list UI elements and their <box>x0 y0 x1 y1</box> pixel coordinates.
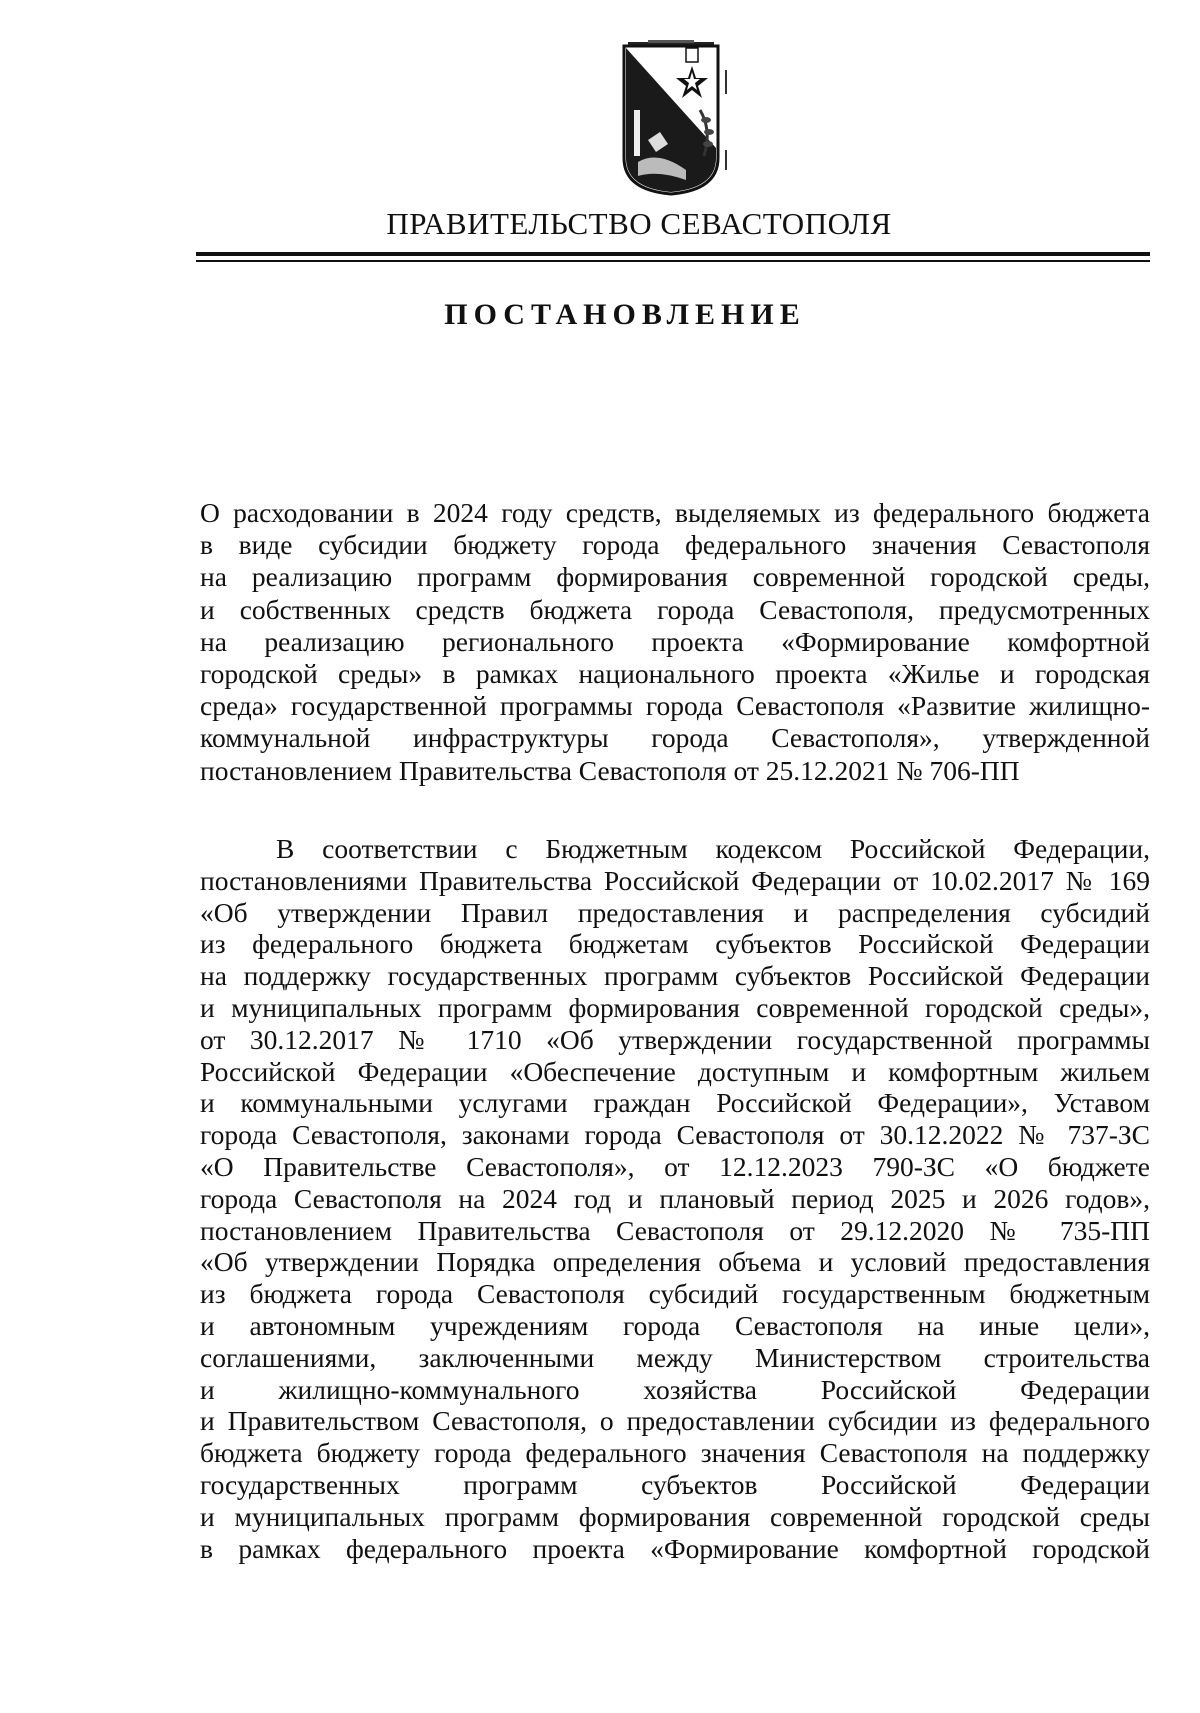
body-line: на поддержку государственных программ субъектов Российской Федерации <box>200 960 1150 992</box>
body-line: и муниципальных программ формирования современной городской среды <box>200 1500 1150 1532</box>
body-line: «Об утверждении Правил предоставления и распределения субсидий <box>200 896 1150 928</box>
body-line: города Севастополя на 2024 год и плановый период 2025 и 2026 годов», <box>200 1182 1150 1214</box>
document-type-title: ПОСТАНОВЛЕНИЕ <box>444 298 806 331</box>
body-line: бюджета бюджету города федерального значения Севастополя на поддержку <box>200 1437 1150 1469</box>
body-line: постановлениями Правительства Российской Федерации от 10.02.2017 № 169 <box>200 864 1150 896</box>
body-line: и автономным учреждениям города Севастополя на иные цели», <box>200 1309 1150 1341</box>
body-line: из федерального бюджета бюджетам субъектов Российской Федерации <box>200 928 1150 960</box>
body-line: В соответствии с Бюджетным кодексом Российской Федерации, <box>276 833 1150 864</box>
body-line: города Севастополя, законами города Севастополя от 30.12.2022 № 737-ЗС <box>200 1119 1150 1151</box>
body-line: Российской Федерации «Обеспечение доступным и комфортным жильем <box>200 1055 1150 1087</box>
subject-line: О расходовании в 2024 году средств, выделяемых из федерального бюджета <box>200 497 1150 528</box>
body-line: государственных программ субъектов Российской Федерации <box>200 1468 1150 1500</box>
subject-line: среда» государственной программы города Севастополя «Развитие жилищно- <box>200 690 1150 722</box>
header-rule-thick <box>196 252 1150 256</box>
body-line: от 30.12.2017 № 1710 «Об утверждении государственной программы <box>200 1023 1150 1055</box>
header-rule-thin <box>196 260 1150 262</box>
subject-line: и собственных средств бюджета города Севастополя, предусмотренных <box>200 593 1150 625</box>
subject-line: городской среды» в рамках национального проекта «Жилье и городская <box>200 658 1150 690</box>
body-line: «Об утверждении Порядка определения объема и условий предоставления <box>200 1246 1150 1278</box>
subject-line: на реализацию регионального проекта «Формирование комфортной <box>200 625 1150 657</box>
body-line: постановлением Правительства Севастополя от 29.12.2020 № 735-ПП <box>200 1214 1150 1246</box>
body-line: и жилищно-коммунального хозяйства Российской Федерации <box>200 1373 1150 1405</box>
organization-title: ПРАВИТЕЛЬСТВО СЕВАСТОПОЛЯ <box>386 206 892 241</box>
body-line: и коммунальными услугами граждан Российской Федерации», Уставом <box>200 1087 1150 1119</box>
body-line: «О Правительстве Севастополя», от 12.12.2023 790-ЗС «О бюджете <box>200 1150 1150 1182</box>
subject-line: на реализацию программ формирования современной городской среды, <box>200 561 1150 593</box>
body-line: и Правительством Севастополя, о предоставлении субсидии из федерального <box>200 1405 1150 1437</box>
sevastopol-coat-of-arms-icon <box>608 40 734 196</box>
document-body <box>200 833 1150 1564</box>
document-subject <box>200 497 1150 787</box>
body-line: из бюджета города Севастополя субсидий государственным бюджетным <box>200 1278 1150 1310</box>
body-line: и муниципальных программ формирования современной городской среды», <box>200 991 1150 1023</box>
body-line: в рамках федерального проекта «Формирование комфортной городской <box>200 1532 1150 1564</box>
subject-line: коммунальной инфраструктуры города Севастополя», утвержденной <box>200 722 1150 754</box>
subject-line: в виде субсидии бюджету города федерального значения Севастополя <box>200 529 1150 561</box>
body-line: соглашениями, заключенными между Министерством строительства <box>200 1341 1150 1373</box>
subject-line: постановлением Правительства Севастополя от 25.12.2021 № 706-ПП <box>200 754 1020 786</box>
